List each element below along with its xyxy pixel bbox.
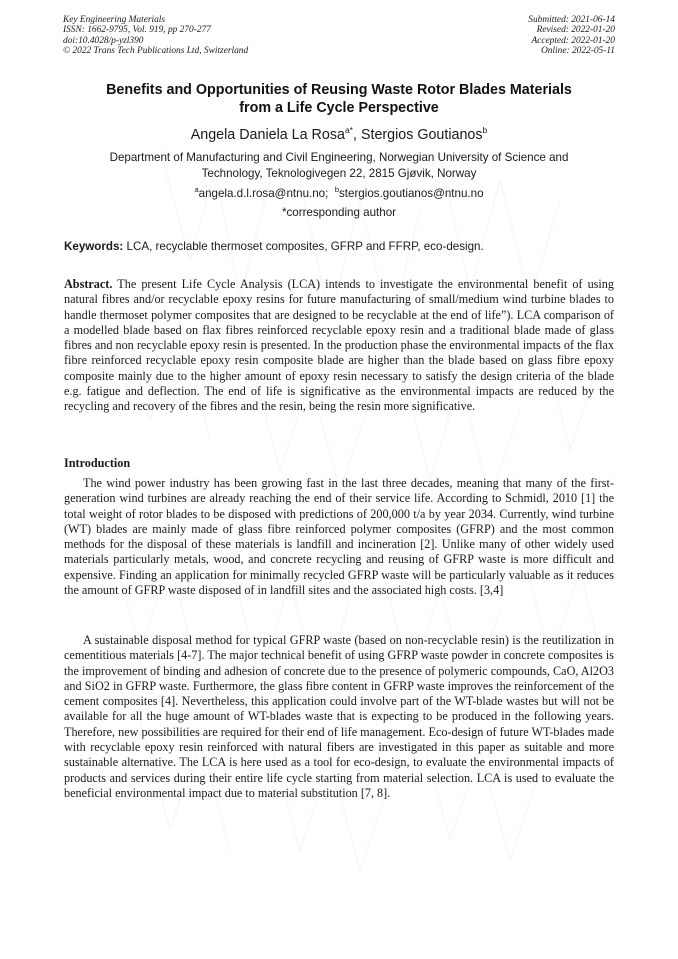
keywords-text: LCA, recyclable thermoset composites, GFRP and FFRP, eco-design.: [126, 240, 484, 253]
title-line-1: Benefits and Opportunities of Reusing Waste Rotor Blades Materials: [106, 82, 572, 98]
journal-copyright: © 2022 Trans Tech Publications Ltd, Switzerland: [63, 45, 249, 56]
abstract-text: The present Life Cycle Analysis (LCA) intends to investigate the environmental benefit of using natural fibres and/or recyclable epoxy resins for future manufacturing of small/medium wind turbine blades to handle thermoset polymer composites that are designed to be recyclable at the end of life”). LCA comparison of a modelled blade based on flax fibres reinforced recyclable epoxy resin and a traditional blade made of glass fibres and non recyclable epoxy resin is presented. In the production phase the environmental impacts of the flax fibre reinforced recyclable epoxy resin composite blade are higher than the blade based on glass fibre epoxy composite mainly due to the higher amount of epoxy resin necessary to satisfy the design criteria of the blade e.g. fatigue and deflection. The end of life is significative as the environmental impacts are reduced by the recycling and recovery of the fibres and the resin, being the resin more significative.: [64, 277, 614, 414]
author-emails: [60, 185, 618, 200]
keywords: [64, 240, 616, 253]
corresponding-author-note: *corresponding author: [281, 206, 397, 219]
author-separator: ,: [352, 126, 361, 143]
revised-date: Revised: 2022-01-20: [536, 25, 615, 36]
affiliation-line-2: Technology, Teknologivegen 22, 2815 Gjøvik, Norway: [201, 166, 477, 180]
introduction-paragraph-2: A sustainable disposal method for typical GFRP waste (based on non-recyclable resin) is the reutilization in cementitious materials [4-7]. The major technical benefit of using GFRP waste powder in concrete composites is the improvement of binding and adhesion of concrete due to the presence of polymeric compounds, CaO, Al2O3 and SiO2 in GFRP waste. Furthermore, the glass fibre content in GFRP waste improves the reinforcement of the cement composites [4]. Nevertheless, this application could involve part of the WT-blade wastes but will not be available for all the huge amount of WT-blades waste that is expecting to be produced in the following years. Therefore, new possibilities are required for their end of life management. Eco-design of future WT-blades made with recyclable epoxy resin reinforced with natural fibers are investigated in this paper as suitable and more sustainable alternative. The LCA is here used as a tool for eco-design, to evaluate the environmental impacts of products and services during their entire life cycle starting from material selection. LCA is used to evaluate the beneficial environmental impact due to material substitution [7, 8].: [64, 633, 614, 800]
email-a-link[interactable]: angela.d.l.rosa@ntnu.no;: [198, 186, 329, 200]
submitted-date: Submitted: 2021-06-14: [528, 15, 615, 25]
email-b-marker: b: [334, 185, 339, 194]
affiliation-line-1: Department of Manufacturing and Civil Engineering, Norwegian University of Science and: [109, 151, 569, 164]
accepted-date: Accepted: 2022-01-20: [531, 35, 615, 46]
title-line-2: from a Life Cycle Perspective: [239, 99, 439, 116]
introduction-paragraph-1: The wind power industry has been growing fast in the last three decades, meaning that many of the first-generation wind turbines are already reaching the end of their service life. According to Schmidl, 2010 [1] the total weight of rotor blades to be disposed with predictions of 200,000 t/a by year 2034. Currently, wind turbine (WT) blades are mainly made of glass fibre reinforced polymer composites (GFRP) and the most common methods for the disposal of these materials is landfill and incineration [2]. Unlike many of other widely used materials particularly metals, wood, and concrete recycling and reusing of GFRP waste is more difficult and expensive. Finding an application for minimally recycled GFRP waste will be particularly valuable as it reduces the amount of GFRP waste disposed of in landfill sites and the associated high costs. [3,4]: [64, 476, 614, 598]
introduction-heading: Introduction: [64, 456, 131, 470]
author-1: Angela Daniela La Rosa: [190, 126, 345, 143]
authors: [60, 125, 618, 143]
author-2-marker: b: [482, 125, 488, 135]
journal-header: [63, 15, 248, 56]
journal-doi: doi:10.4028/p-yzl390: [63, 35, 144, 46]
journal-name: Key Engineering Materials: [63, 15, 166, 25]
abstract-label: Abstract.: [64, 277, 113, 291]
author-2: Stergios Goutianos: [360, 126, 483, 143]
journal-issn: ISSN: 1662-9795, Vol. 919, pp 270-277: [63, 25, 211, 36]
dates-header: [528, 15, 615, 56]
author-1-marker: a*: [344, 125, 353, 135]
keywords-label: Keywords:: [64, 240, 124, 253]
online-date: Online: 2022-05-11: [540, 45, 615, 56]
email-b-link[interactable]: stergios.goutianos@ntnu.no: [338, 186, 484, 200]
affiliation: [76, 150, 602, 182]
paper-title: [60, 82, 618, 117]
abstract: [64, 277, 614, 415]
email-a-marker: a: [194, 185, 199, 194]
